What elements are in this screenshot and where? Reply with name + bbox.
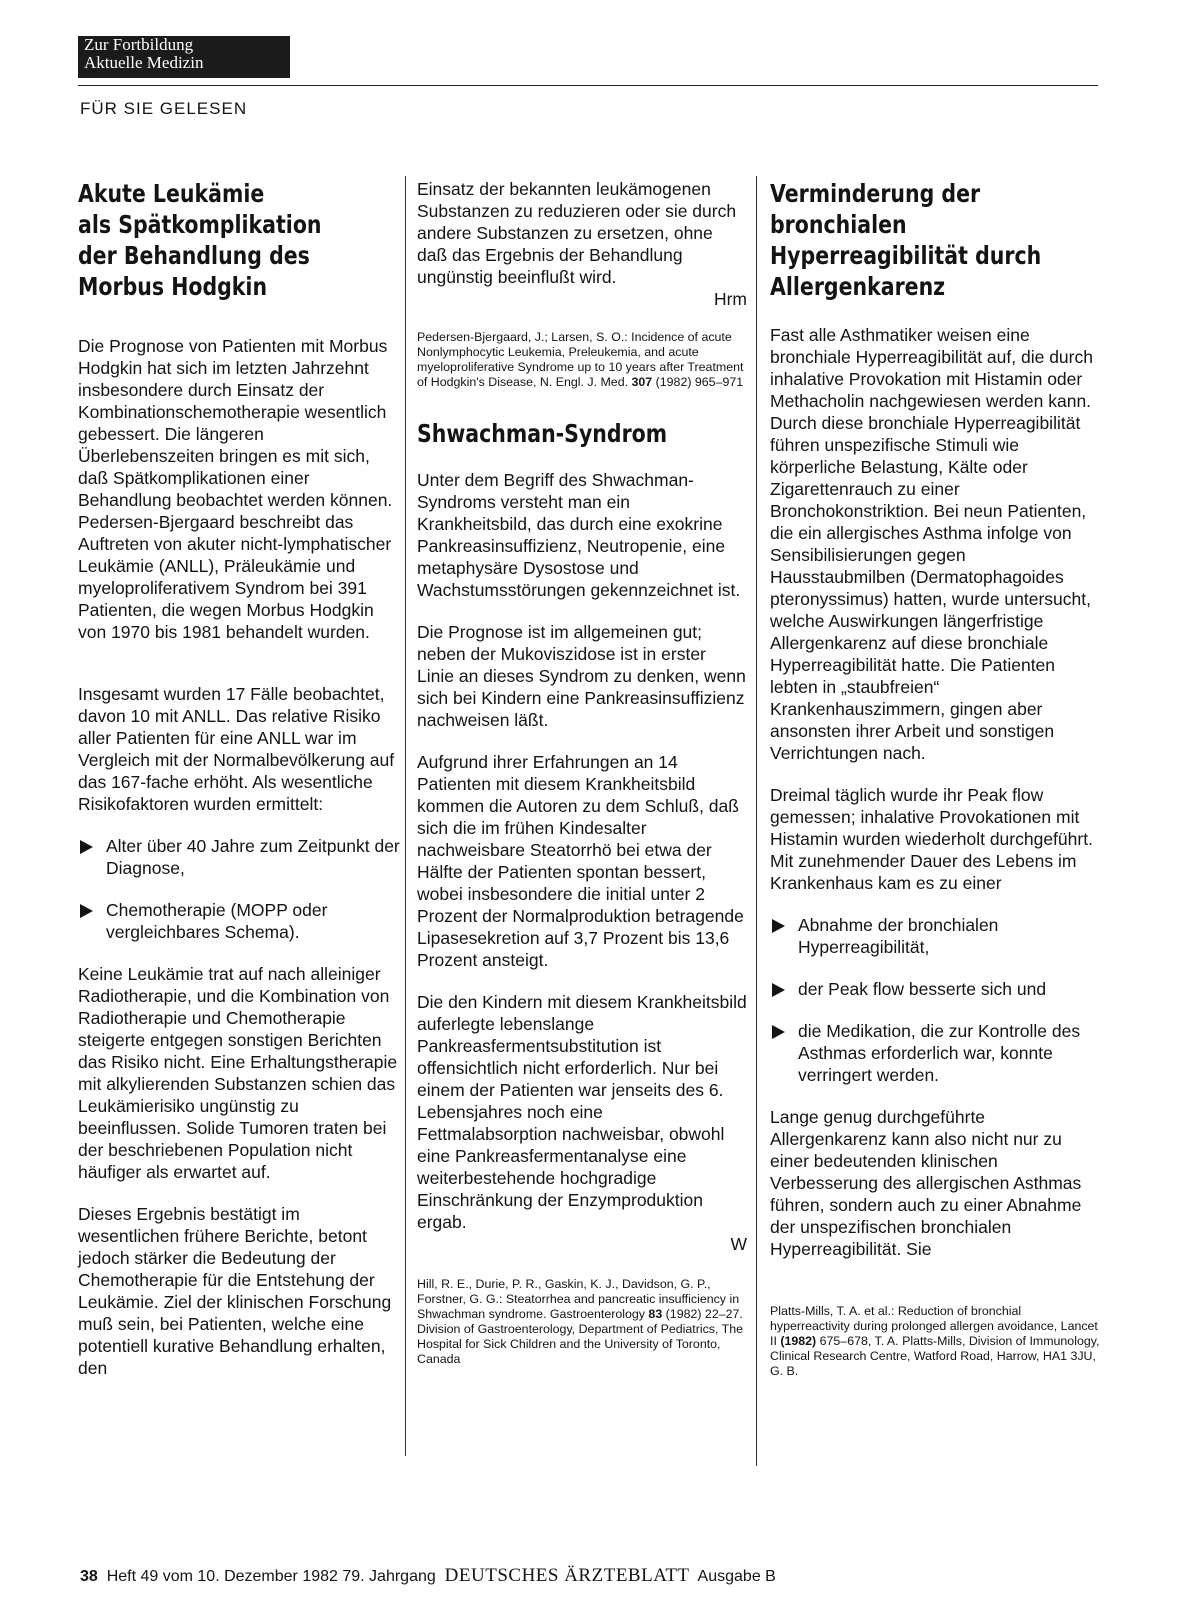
magazine-name: DEUTSCHES ÄRZTEBLATT (444, 1565, 690, 1586)
article2-reference (417, 1277, 747, 1367)
article1-reference (417, 330, 747, 390)
article1-paragraph: Keine Leukämie trat auf nach alleiniger Radiotherapie, und die Kombination von Radiotherapie und Chemotherapie steigerte entgegen sonstigen Berichten das Risiko nicht. Eine Erhaltungstherapie mit alkylierenden Substanzen schien das Leukämierisiko ungünstig zu beeinflussen. Solide Tumoren traten bei der beschriebenen Population nicht häufiger als erwartet auf. (78, 964, 398, 1182)
headline-line: Morbus Hodgkin (78, 272, 268, 301)
article2-headline: Shwachman-Syndrom (417, 419, 668, 448)
article1-paragraph: Insgesamt wurden 17 Fälle beobachtet, davon 10 mit ANLL. Das relative Risiko aller Patienten für eine ANLL war im Vergleich mit der Normalbevölkerung auf das 167-fache erhöht. Als wesentliche Risikofaktoren wurden ermittelt: (78, 684, 395, 814)
page-number: 38 (80, 1568, 98, 1585)
column-3 (770, 178, 1100, 1379)
headline-line: der Behandlung des (78, 241, 310, 270)
article2-paragraph: Aufgrund ihrer Erfahrungen an 14 Patienten mit diesem Krankheitsbild kommen die Autoren zu dem Schluß, daß sich die im frühen Kindesalter nachweisbare Steatorrhö bei etwa der Hälfte der Patienten spontan bessert, wobei insbesondere die initial unter 2 Prozent der Normalproduktion betragende Lipasesekretion auf 3,7 Prozent bis 13,6 Prozent ansteigt. (417, 752, 744, 970)
column-divider (756, 176, 757, 1466)
article3-bullet: die Medikation, die zur Kontrolle des Asthmas erforderlich war, konnte verringert werden. (770, 1020, 1100, 1086)
headline-line: bronchialen (770, 210, 907, 239)
reference-volume: 307 (631, 375, 653, 389)
reference-text: Hill, R. E., Durie, P. R., Gaskin, K. J., Davidson, G. P., Forstner, G. G.: Steatorrhea and pancreatic insufficiency in Shwachman syndrome. Gastroenterology (417, 1277, 740, 1321)
headline-line: Allergenkarenz (770, 272, 946, 301)
article3-bullet: der Peak flow besserte sich und (770, 978, 1100, 1000)
column-2 (417, 178, 747, 1367)
header-rule (78, 85, 1098, 86)
article1-headline (78, 178, 400, 302)
edition-label: Ausgabe B (697, 1568, 776, 1585)
reference-text: Platts-Mills, T. A. et al.: Reduction of bronchial hyperreactivity during prolonged allergen avoidance, Lancet II (770, 1304, 1098, 1348)
series-header-line1: Zur Fortbildung (84, 35, 194, 54)
article3-reference (770, 1304, 1100, 1379)
column-1 (78, 178, 400, 1379)
series-header-box (78, 36, 290, 78)
article3-paragraph: Dreimal täglich wurde ihr Peak flow gemessen; inhalative Provokationen mit Histamin wurden wiederholt durchgeführt. Mit zunehmender Dauer des Lebens im Krankenhaus kam es zu einer (770, 785, 1093, 893)
reference-volume: (1982) (780, 1334, 817, 1348)
page-footer (80, 1565, 776, 1587)
article2-paragraph: Die den Kindern mit diesem Krankheitsbild auferlegte lebenslange Pankreasfermentsubstitution ist offensichtlich nicht erforderlich. Nur bei einem der Patienten war jenseits des 6. Lebensjahres noch eine Fettmalabsorption nachweisbar, obwohl eine Pankreasfermentanalyse eine weiterbestehende hochgradige Einschränkung der Enzymproduktion ergab. (417, 992, 747, 1232)
article3-paragraph: Fast alle Asthmatiker weisen eine bronchiale Hyperreagibilität auf, die durch inhalative Provokation mit Histamin oder Methacholin nachgewiesen werden kann. Durch diese bronchiale Hyperreagibilität führen unspezifische Stimuli wie körperliche Belastung, Kälte oder Zigarettenrauch zu einer Bronchokonstriktion. Bei neun Patienten, die ein allergisches Asthma infolge von Sensibilisierungen gegen Hausstaubmilben (Dermatophagoides pteronyssimus) hatten, wurde untersucht, welche Auswirkungen längerfristige Allergenkarenz auf diese bronchiale Hyperreagibilität hatte. Die Patienten lebten in „staubfreien“ Krankenhauszimmern, gingen aber ansonsten ihrer Arbeit und sonstigen Verrichtungen nach. (770, 325, 1093, 763)
reference-tail: 675–678, T. A. Platts-Mills, Division of Immunology, Clinical Research Centre, Watford Road, Harrow, HA1 3JU, G. B. (770, 1334, 1100, 1378)
article2-paragraph: Die Prognose ist im allgemeinen gut; neben der Mukoviszidose ist in erster Linie an dieses Syndrom zu denken, wenn sich bei Kindern eine Pankreasinsuffizienz nachweisen läßt. (417, 622, 746, 730)
headline-line: Hyperreagibilität durch (770, 241, 1042, 270)
reference-volume: 83 (648, 1307, 663, 1321)
article1-paragraph: Die Prognose von Patienten mit Morbus Hodgkin hat sich im letzten Jahrzehnt insbesondere durch Einsatz der Kombinationschemotherapie wesentlich gebessert. Die längeren Überlebenszeiten bringen es mit sich, daß Spätkomplikationen einer Behandlung beobachtet werden können. Pedersen-Bjergaard beschreibt das Auftreten von akuter nicht-lymphatischer Leukämie (ANLL), Präleukämie und myeloproliferativem Syndrom bei 391 Patienten, die wegen Morbus Hodgkin von 1970 bis 1981 behandelt wurden. (78, 336, 393, 642)
article2-signature-row (417, 1233, 747, 1255)
headline-line: Akute Leukämie (78, 179, 265, 208)
article1-bullet: Alter über 40 Jahre zum Zeitpunkt der Diagnose, (78, 835, 400, 879)
reference-tail: (1982) 22–27. Division of Gastroenterology, Department of Pediatrics, The Hospital for Sick Children and the University of Toronto, Canada (417, 1307, 743, 1366)
article2-paragraph: Unter dem Begriff des Shwachman-Syndroms versteht man ein Krankheitsbild, das durch eine exokrine Pankreasinsuffizienz, Neutropenie, eine metaphysäre Dysostose und Wachstumsstörungen gekennzeichnet ist. (417, 470, 741, 600)
series-header-line2: Aktuelle Medizin (84, 53, 204, 72)
article2-signature: W (730, 1234, 747, 1254)
article3-paragraph: Lange genug durchgeführte Allergenkarenz kann also nicht nur zu einer bedeutenden klinischen Verbesserung des allergischen Asthmas führen, sondern auch zu einer Abnahme der unspezifischen bronchialen Hyperreagibilität. Sie (770, 1107, 1082, 1259)
article1-paragraph-continued: Einsatz der bekannten leukämogenen Substanzen zu reduzieren oder sie durch andere Substanzen zu ersetzen, ohne daß das Ergebnis der Behandlung ungünstig beeinflußt wird. (417, 179, 737, 287)
issue-info: Heft 49 vom 10. Dezember 1982 79. Jahrgang (106, 1568, 436, 1585)
article3-headline (770, 178, 1100, 302)
article1-paragraph: Dieses Ergebnis bestätigt im wesentlichen frühere Berichte, betont jedoch stärker die Bedeutung der Chemotherapie für die Entstehung der Leukämie. Ziel der klinischen Forschung muß sein, bei Patienten, welche eine potentiell kurative Behandlung erhalten, den (78, 1204, 392, 1378)
reference-text: Pedersen-Bjergaard, J.; Larsen, S. O.: Incidence of acute Nonlymphocytic Leukemia, Preleukemia, and acute myeloproliferative Syndrome up to 10 years after Treatment of Hodgkin's Disease, N. Engl. J. Med. (417, 330, 744, 389)
article1-signature: Hrm (713, 289, 747, 309)
article1-bullet: Chemotherapie (MOPP oder vergleichbares Schema). (78, 899, 400, 943)
headline-line: als Spätkomplikation (78, 210, 322, 239)
headline-line: Verminderung der (770, 179, 981, 208)
article3-bullet: Abnahme der bronchialen Hyperreagibilität, (770, 914, 1100, 958)
column-divider (405, 176, 406, 1456)
section-label: FÜR SIE GELESEN (80, 99, 248, 118)
reference-tail: (1982) 965–971 (655, 375, 744, 389)
article1-signature-row (417, 288, 747, 310)
